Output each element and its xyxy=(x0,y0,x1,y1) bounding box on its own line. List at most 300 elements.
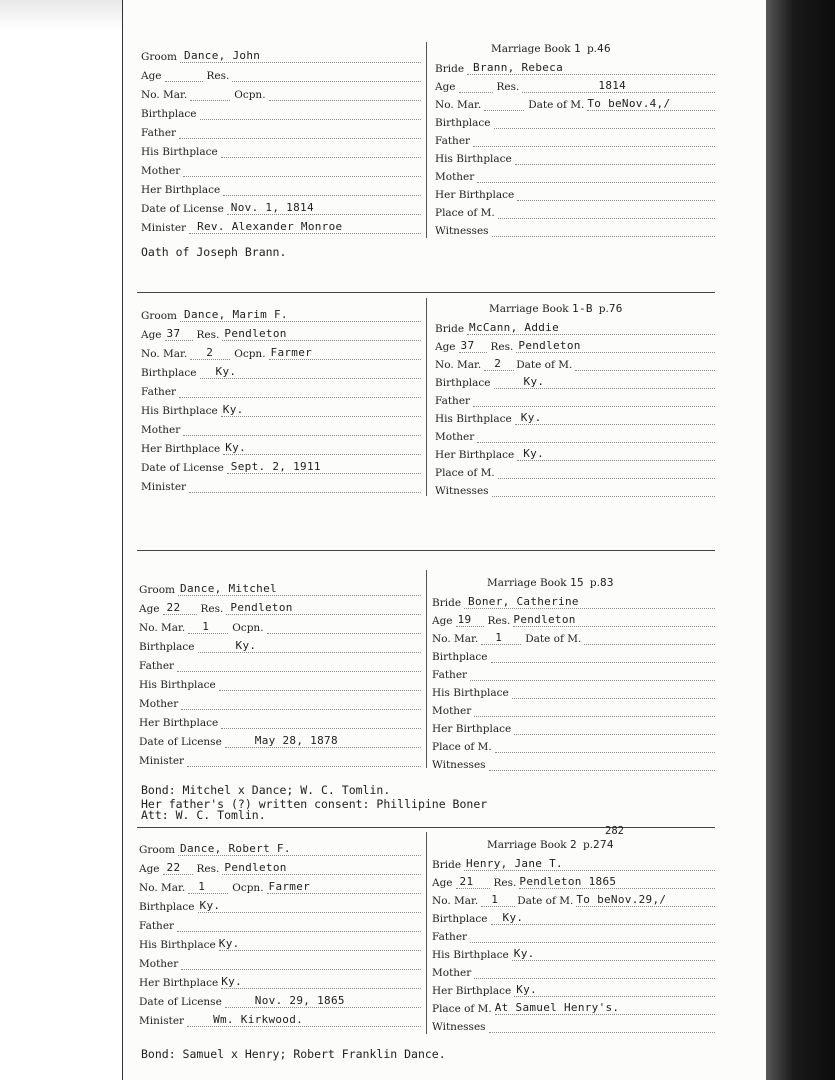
dotted-fill-line xyxy=(219,938,421,951)
dotted-fill-line xyxy=(492,224,715,237)
place-of-m-row xyxy=(435,463,715,479)
field-label: Res. xyxy=(493,877,517,889)
field-value: 22 xyxy=(166,601,181,614)
dotted-fill-line xyxy=(165,328,193,341)
bride-father-row xyxy=(432,665,715,681)
field-label: Her Birthplace xyxy=(139,717,219,729)
dotted-fill-line xyxy=(190,88,230,101)
field-label: Bride xyxy=(435,323,465,335)
marriage-book-ref: Marriage Book 15 p.83 xyxy=(487,576,614,589)
bride-mother-row xyxy=(432,701,715,717)
dotted-fill-line xyxy=(227,202,421,215)
record-separator xyxy=(137,827,715,828)
field-value: Pendleton 1865 xyxy=(519,875,617,888)
dotted-fill-line xyxy=(492,484,715,497)
dotted-fill-line xyxy=(491,912,715,925)
field-value: Pendleton xyxy=(513,613,576,626)
field-label: His Birthplace xyxy=(435,153,512,165)
field-value: Nov. 1, 1814 xyxy=(230,201,314,214)
dotted-fill-line xyxy=(498,206,715,219)
groom-row xyxy=(139,840,421,856)
dotted-fill-line xyxy=(473,394,715,407)
field-label: His Birthplace xyxy=(139,939,216,951)
field-label: Mother xyxy=(435,171,475,183)
dotted-fill-line xyxy=(219,678,421,691)
record-separator xyxy=(137,550,715,551)
field-value: 1 xyxy=(495,631,503,644)
field-label: Res. xyxy=(206,70,230,82)
field-label: No. Mar. xyxy=(141,89,188,101)
field-label: Bride xyxy=(432,859,462,871)
groom-row xyxy=(141,306,421,322)
field-label: Birthplace xyxy=(139,641,195,653)
field-value: 21 xyxy=(459,875,474,888)
field-label: Birthplace xyxy=(432,651,488,663)
field-label: Age xyxy=(435,341,456,353)
dotted-fill-line xyxy=(517,448,715,461)
field-value: At Samuel Henry's. xyxy=(494,1001,620,1014)
bride-no-mar-row xyxy=(432,891,715,907)
bride-no-mar-row xyxy=(435,355,715,371)
bride-row xyxy=(432,855,715,871)
bride-birthplace-row xyxy=(432,647,715,663)
dotted-fill-line xyxy=(459,80,493,93)
date-of-license-row xyxy=(141,199,421,215)
dotted-fill-line xyxy=(267,881,421,894)
dotted-fill-line xyxy=(512,686,715,699)
field-label: His Birthplace xyxy=(139,679,216,691)
field-value: 37 xyxy=(460,339,475,352)
field-label: Place of M. xyxy=(435,207,495,219)
dotted-fill-line xyxy=(576,894,715,907)
date-of-license-row xyxy=(139,732,421,748)
field-value: To beNov.29,/ xyxy=(576,893,667,906)
field-value: Ky. xyxy=(215,365,237,378)
field-value: Nov. 29, 1865 xyxy=(254,994,345,1007)
field-value: 2 xyxy=(494,357,502,370)
dotted-fill-line xyxy=(456,614,484,627)
dotted-fill-line xyxy=(183,164,421,177)
dotted-fill-line xyxy=(489,758,715,771)
bride-her-birthplace-row xyxy=(432,981,715,997)
his-birthplace-row xyxy=(141,142,421,158)
record-separator xyxy=(137,292,715,293)
field-label: Mother xyxy=(432,705,472,717)
bride-age-res-row xyxy=(432,611,715,627)
field-value: 1 xyxy=(574,42,581,55)
dotted-fill-line xyxy=(221,716,421,729)
field-label: No. Mar. xyxy=(141,348,188,360)
his-birthplace-row xyxy=(141,401,421,417)
marriage-book-ref: Marriage Book 1-B p.76 xyxy=(489,302,623,315)
dotted-fill-line xyxy=(179,385,421,398)
bride-row xyxy=(432,593,715,609)
birthplace-row xyxy=(139,897,421,913)
field-label: Place of M. xyxy=(432,1003,492,1015)
dotted-fill-line xyxy=(227,461,421,474)
field-label: Mother xyxy=(432,967,472,979)
field-label: Age xyxy=(435,81,456,93)
dotted-fill-line xyxy=(517,188,715,201)
field-value: 1 xyxy=(198,880,206,893)
field-value: Pendleton xyxy=(518,339,581,352)
dotted-fill-line xyxy=(477,170,715,183)
his-birthplace-row xyxy=(139,675,421,691)
column-divider xyxy=(426,832,427,1034)
dotted-fill-line xyxy=(470,668,715,681)
field-label: Birthplace xyxy=(139,901,195,913)
field-label: Ocpn. xyxy=(234,89,266,101)
dotted-fill-line xyxy=(232,69,421,82)
field-label: Age xyxy=(432,615,453,627)
dotted-fill-line xyxy=(225,735,421,748)
field-value: Ky. xyxy=(516,983,538,996)
field-label: Groom xyxy=(141,51,178,63)
birthplace-row xyxy=(141,104,421,120)
dotted-fill-line xyxy=(200,366,421,379)
field-label: Father xyxy=(432,931,468,943)
field-label: Date of License xyxy=(139,736,222,748)
no-mar-row xyxy=(139,618,421,634)
bride-mother-row xyxy=(435,167,715,183)
field-label: Place of M. xyxy=(435,467,495,479)
field-value: Farmer xyxy=(268,880,311,893)
dotted-fill-line xyxy=(495,740,715,753)
field-label: Birthplace xyxy=(435,117,491,129)
record-page xyxy=(122,0,766,1080)
dotted-fill-line xyxy=(494,116,715,129)
dotted-fill-line xyxy=(464,858,715,871)
bride-age-res-row xyxy=(432,873,715,889)
dotted-fill-line xyxy=(514,722,715,735)
field-value: 37 xyxy=(166,327,181,340)
field-label: Mother xyxy=(139,698,179,710)
dotted-fill-line xyxy=(198,640,421,653)
bride-her-birthplace-row xyxy=(435,185,715,201)
column-divider xyxy=(426,42,427,238)
field-label: Her Birthplace xyxy=(141,184,221,196)
field-value: 274 xyxy=(593,838,614,851)
field-label: Birthplace xyxy=(141,367,197,379)
dotted-fill-line xyxy=(481,632,521,645)
field-value: Ky. xyxy=(221,975,243,988)
dotted-fill-line xyxy=(484,358,514,371)
dotted-fill-line xyxy=(473,134,715,147)
field-label: Birthplace xyxy=(435,377,491,389)
dotted-fill-line xyxy=(495,1002,715,1015)
no-mar-row xyxy=(139,878,421,894)
dotted-fill-line xyxy=(464,596,715,609)
bride-his-birthplace-row xyxy=(435,149,715,165)
field-value: Wm. Kirkwood. xyxy=(213,1013,304,1026)
field-label: Res. xyxy=(196,329,220,341)
dotted-fill-line xyxy=(189,221,421,234)
field-label: Ocpn. xyxy=(232,622,264,634)
field-label: Father xyxy=(435,135,471,147)
field-label: His Birthplace xyxy=(432,949,509,961)
dotted-fill-line xyxy=(498,466,715,479)
field-value: Sept. 2, 1911 xyxy=(230,460,321,473)
dotted-fill-line xyxy=(269,347,421,360)
groom-row xyxy=(139,580,421,596)
field-label: Groom xyxy=(139,584,176,596)
field-label: Minister xyxy=(141,481,187,493)
dotted-fill-line xyxy=(222,328,421,341)
bride-row xyxy=(435,319,715,335)
dotted-fill-line xyxy=(163,602,197,615)
field-label: Date of License xyxy=(141,462,224,474)
dotted-fill-line xyxy=(267,621,421,634)
field-label: Father xyxy=(435,395,471,407)
dotted-fill-line xyxy=(491,650,715,663)
dotted-fill-line xyxy=(223,442,421,455)
field-label: No. Mar. xyxy=(139,882,186,894)
dotted-fill-line xyxy=(165,69,203,82)
mother-row xyxy=(139,694,421,710)
field-value: Ky. xyxy=(225,441,247,454)
bride-birthplace-row xyxy=(432,909,715,925)
field-label: Groom xyxy=(141,310,178,322)
field-label: Minister xyxy=(139,1015,185,1027)
age-res-row xyxy=(139,859,421,875)
field-label: Age xyxy=(141,329,162,341)
field-value: 76 xyxy=(608,302,623,315)
witnesses-row xyxy=(435,221,715,237)
field-value: 1 xyxy=(491,893,499,906)
field-value: 2 xyxy=(206,346,214,359)
bride-birthplace-row xyxy=(435,373,715,389)
field-label: Witnesses xyxy=(435,225,489,237)
date-of-license-row xyxy=(141,458,421,474)
mother-row xyxy=(141,420,421,436)
field-value: 46 xyxy=(597,42,611,55)
no-mar-row xyxy=(141,85,421,101)
field-label: Res. xyxy=(196,863,220,875)
field-label: Bride xyxy=(435,63,465,75)
bride-mother-row xyxy=(432,963,715,979)
field-value: Ky. xyxy=(218,937,240,950)
dotted-fill-line xyxy=(584,632,715,645)
groom-name: Dance, Mitchel xyxy=(180,582,277,595)
field-label: Witnesses xyxy=(432,1021,486,1033)
field-value: 19 xyxy=(457,613,472,626)
his-birthplace-row xyxy=(139,935,421,951)
dotted-fill-line xyxy=(477,430,715,443)
groom-name: Dance, Robert F. xyxy=(180,842,291,855)
witnesses-row xyxy=(432,755,715,771)
field-value: Farmer xyxy=(270,346,313,359)
no-mar-row xyxy=(141,344,421,360)
dotted-fill-line xyxy=(515,412,715,425)
bride-father-row xyxy=(432,927,715,943)
field-value: Ky. xyxy=(523,447,545,460)
dotted-fill-line xyxy=(187,754,421,767)
consent-note: Her father's (?) written consent: Phillipine Boner xyxy=(141,797,488,811)
field-label: His Birthplace xyxy=(141,146,218,158)
field-value: Brann, Rebeca xyxy=(473,61,564,74)
her-birthplace-row xyxy=(139,713,421,729)
field-label: Bride xyxy=(432,597,462,609)
dotted-fill-line xyxy=(222,862,421,875)
record-note: Oath of Joseph Brann. xyxy=(141,245,287,259)
place-of-m-row xyxy=(432,999,715,1015)
marriage-book-ref: Marriage Book 1 p.46 xyxy=(491,42,611,55)
field-label: Her Birthplace xyxy=(435,189,515,201)
dotted-fill-line xyxy=(467,322,715,335)
dotted-fill-line xyxy=(180,50,421,63)
dotted-fill-line xyxy=(189,480,421,493)
dotted-fill-line xyxy=(225,995,421,1008)
her-birthplace-row xyxy=(139,973,421,989)
field-label: Age xyxy=(139,863,160,875)
field-value: 22 xyxy=(166,861,181,874)
field-value: To beNov.4,/ xyxy=(587,97,671,110)
bride-his-birthplace-row xyxy=(432,945,715,961)
field-value: 1 xyxy=(202,620,210,633)
field-label: Age xyxy=(141,70,162,82)
father-row xyxy=(139,656,421,672)
field-value: Ky. xyxy=(199,899,221,912)
date-of-license-row xyxy=(139,992,421,1008)
field-value: Henry, Jane T. xyxy=(466,857,563,870)
bride-father-row xyxy=(435,131,715,147)
bond-note: Bond: Mitchel x Dance; W. C. Tomlin. xyxy=(141,783,391,797)
field-label: Mother xyxy=(141,424,181,436)
field-label: Res. xyxy=(490,341,514,353)
dotted-fill-line xyxy=(221,404,421,417)
dotted-fill-line xyxy=(188,621,228,634)
father-row xyxy=(141,123,421,139)
dotted-fill-line xyxy=(163,862,193,875)
dotted-fill-line xyxy=(183,423,421,436)
her-birthplace-row xyxy=(141,180,421,196)
dotted-fill-line xyxy=(512,948,715,961)
field-value: 83 xyxy=(599,576,614,589)
dotted-fill-line xyxy=(221,976,421,989)
column-divider xyxy=(426,570,427,768)
dotted-fill-line xyxy=(456,876,490,889)
dotted-fill-line xyxy=(187,1014,421,1027)
father-row xyxy=(139,916,421,932)
place-of-m-row xyxy=(435,203,715,219)
bride-father-row xyxy=(435,391,715,407)
bride-no-mar-row xyxy=(435,95,715,111)
bride-row xyxy=(435,59,715,75)
field-label: Mother xyxy=(435,431,475,443)
field-value: Pendleton xyxy=(224,861,287,874)
groom-name: Dance, John xyxy=(184,49,261,62)
field-label: No. Mar. xyxy=(435,359,482,371)
alternate-page-number: 282 xyxy=(605,825,624,837)
field-label: Witnesses xyxy=(432,759,486,771)
minister-row xyxy=(141,477,421,493)
field-label: Father xyxy=(141,386,177,398)
dotted-fill-line xyxy=(515,152,715,165)
field-label: Father xyxy=(141,127,177,139)
field-label: Her Birthplace xyxy=(432,723,512,735)
field-label: Her Birthplace xyxy=(435,449,515,461)
witnesses-row xyxy=(432,1017,715,1033)
field-value: 1814 xyxy=(598,79,627,92)
bride-mother-row xyxy=(435,427,715,443)
dotted-fill-line xyxy=(481,894,515,907)
mother-row xyxy=(139,954,421,970)
dotted-fill-line xyxy=(223,183,421,196)
marriage-book-ref: Marriage Book 2 p.274 xyxy=(487,838,614,851)
field-label: Res. xyxy=(200,603,224,615)
age-res-row xyxy=(139,599,421,615)
dotted-fill-line xyxy=(587,98,715,111)
field-value: 15 xyxy=(570,576,584,589)
field-label: Date of M. xyxy=(517,895,574,907)
field-label: Minister xyxy=(141,222,187,234)
field-label: No. Mar. xyxy=(432,895,479,907)
field-value: Ky. xyxy=(235,639,257,652)
field-label: His Birthplace xyxy=(435,413,512,425)
field-label: His Birthplace xyxy=(432,687,509,699)
dotted-fill-line xyxy=(180,309,421,322)
dotted-fill-line xyxy=(519,876,715,889)
minister-row xyxy=(139,751,421,767)
field-label: Minister xyxy=(139,755,185,767)
dotted-fill-line xyxy=(177,919,421,932)
field-label: Witnesses xyxy=(435,485,489,497)
column-divider xyxy=(426,298,427,496)
dotted-fill-line xyxy=(474,704,715,717)
field-label: Mother xyxy=(139,958,179,970)
field-label: Date of M. xyxy=(528,99,585,111)
field-label: Res. xyxy=(487,615,511,627)
dotted-fill-line xyxy=(467,62,715,75)
age-res-row xyxy=(141,325,421,341)
bride-no-mar-row xyxy=(432,629,715,645)
dotted-fill-line xyxy=(179,126,421,139)
bride-his-birthplace-row xyxy=(435,409,715,425)
field-label: Date of License xyxy=(141,203,224,215)
birthplace-row xyxy=(139,637,421,653)
field-value: Ky. xyxy=(513,947,535,960)
field-label: Mother xyxy=(141,165,181,177)
dotted-fill-line xyxy=(484,98,524,111)
field-label: Father xyxy=(139,920,175,932)
scan-right-edge xyxy=(765,0,835,1080)
field-label: No. Mar. xyxy=(432,633,479,645)
field-value: 2 xyxy=(570,838,577,851)
her-birthplace-row xyxy=(141,439,421,455)
dotted-fill-line xyxy=(494,376,715,389)
field-value: Pendleton xyxy=(224,327,287,340)
dotted-fill-line xyxy=(181,957,421,970)
dotted-fill-line xyxy=(575,358,715,371)
bride-age-res-row xyxy=(435,77,715,93)
dotted-fill-line xyxy=(178,843,421,856)
field-label: Her Birthplace xyxy=(139,977,219,989)
dotted-fill-line xyxy=(190,347,230,360)
bride-her-birthplace-row xyxy=(432,719,715,735)
place-of-m-row xyxy=(432,737,715,753)
field-label: Groom xyxy=(139,844,176,856)
bride-age-res-row xyxy=(435,337,715,353)
field-label: Birthplace xyxy=(141,108,197,120)
field-value: Ky. xyxy=(523,375,545,388)
field-label: Ocpn. xyxy=(234,348,266,360)
dotted-fill-line xyxy=(177,659,421,672)
field-label: No. Mar. xyxy=(435,99,482,111)
dotted-fill-line xyxy=(181,697,421,710)
field-label: Age xyxy=(139,603,160,615)
dotted-fill-line xyxy=(516,340,715,353)
minister-row xyxy=(139,1011,421,1027)
